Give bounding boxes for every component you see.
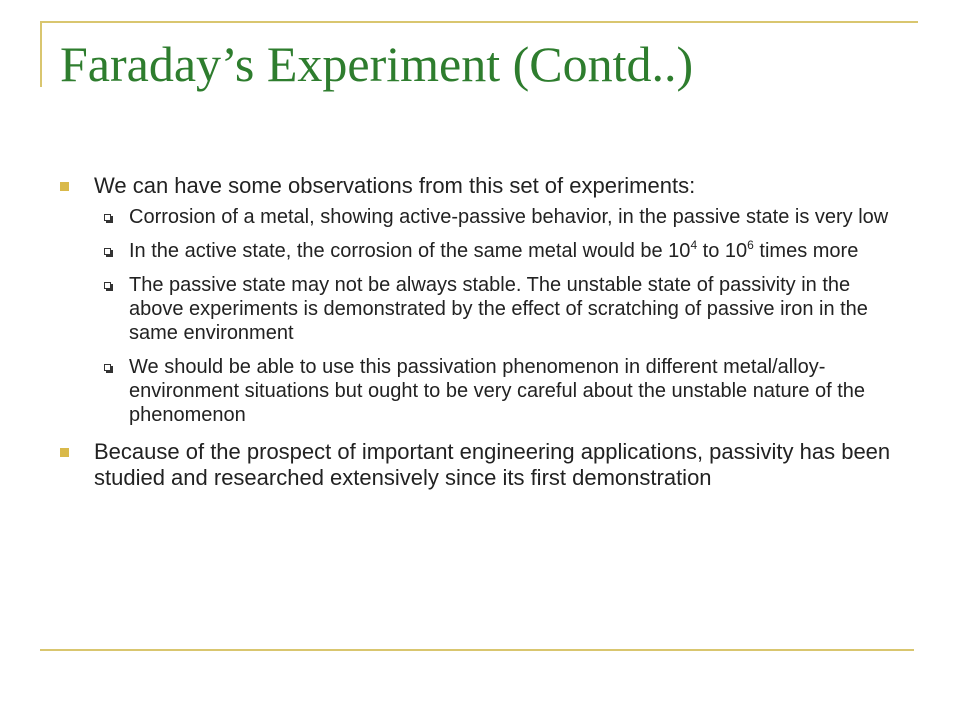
hollow-square-bullet-icon [104, 282, 111, 289]
sub-bullet-text: The passive state may not be always stable. The unstable state of passivity in the above experiments is demonstrated by the effect of scratching of passive iron in the same environment [129, 274, 868, 344]
text-part: In the active state, the corrosion of the same metal would be 10 [129, 240, 691, 262]
sub-bullet-item [94, 205, 898, 229]
frame-bottom-line [40, 649, 914, 651]
sub-bullet-item [94, 239, 898, 263]
sub-bullet-item [94, 273, 898, 345]
exponent: 4 [690, 238, 698, 252]
frame-left-line [40, 21, 42, 87]
sub-bullet-text: Corrosion of a metal, showing active-passive behavior, in the passive state is very low [129, 206, 889, 228]
sub-bullet-item [94, 355, 898, 427]
text-part: to 10 [697, 240, 748, 262]
sub-bullet-text: We should be able to use this passivation phenomenon in different metal/alloy-environment situations but ought to be very careful about the unstable nature of the phenomenon [129, 356, 866, 426]
hollow-square-bullet-icon [104, 214, 111, 221]
hollow-square-bullet-icon [104, 248, 111, 255]
sub-bullet-text [129, 240, 858, 262]
bullet-text: Because of the prospect of important engineering applications, passivity has been studied and researched extensively since its first demonstration [94, 439, 891, 490]
slide-title: Faraday’s Experiment (Contd..) [60, 36, 694, 92]
exponent: 6 [747, 238, 754, 252]
text-part: times more [753, 240, 859, 262]
bullet-text: We can have some observations from this set of experiments: [94, 173, 696, 198]
square-bullet-icon [60, 182, 69, 191]
frame-top-line [40, 21, 918, 23]
square-bullet-icon [60, 448, 69, 457]
bullet-item-observations [58, 173, 898, 427]
sub-bullet-list [94, 205, 898, 427]
slide-content [58, 173, 898, 491]
bullet-item-applications [58, 439, 898, 491]
hollow-square-bullet-icon [104, 364, 111, 371]
